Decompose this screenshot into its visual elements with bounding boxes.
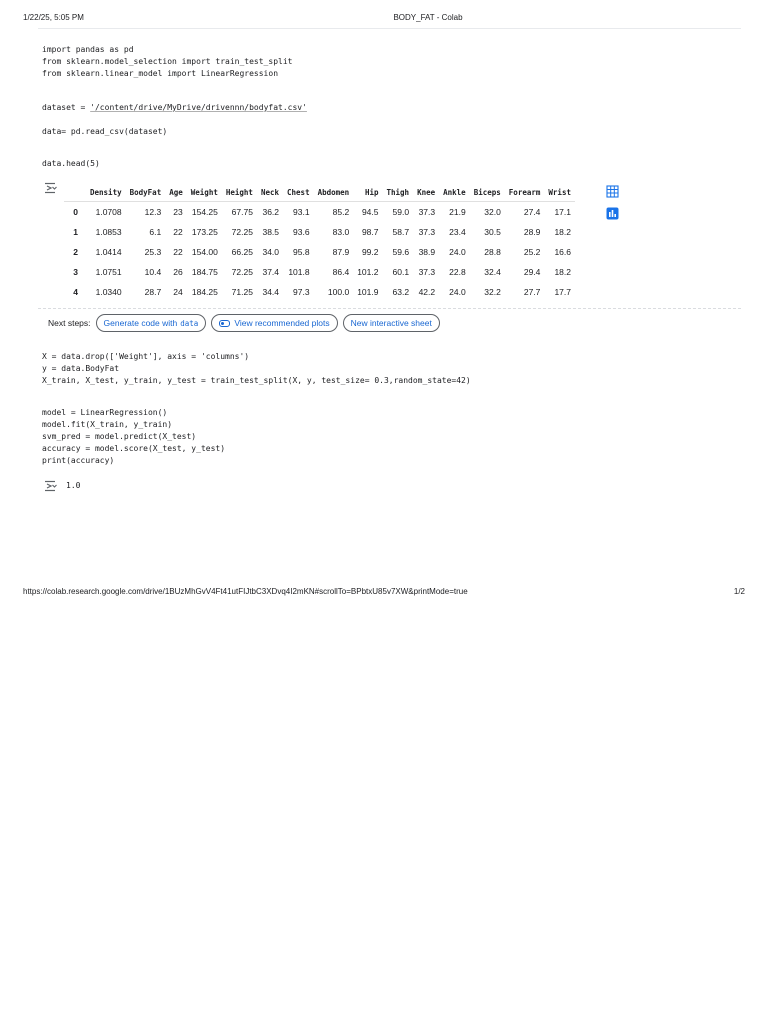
table-cell: 85.2 <box>332 207 350 217</box>
row-index: 1 <box>73 227 78 237</box>
row-index: 2 <box>73 247 78 257</box>
table-cell: 24 <box>173 287 183 297</box>
table-cell: 29.4 <box>523 267 541 277</box>
code-line: dataset = <box>42 103 91 112</box>
table-cell: 63.2 <box>392 287 410 297</box>
table-cell: 21.9 <box>449 207 466 217</box>
table-cell: 60.1 <box>392 267 410 277</box>
chart-suggest-icon[interactable] <box>606 207 619 220</box>
dataframe-table <box>64 183 575 302</box>
table-cell: 93.6 <box>293 227 310 237</box>
table-cell: 28.9 <box>523 227 541 237</box>
table-cell: 23.4 <box>449 227 466 237</box>
table-cell: 27.4 <box>523 207 541 217</box>
table-cell: 37.3 <box>418 227 436 237</box>
table-cell: 101.9 <box>357 287 379 297</box>
table-cell: 38.9 <box>418 247 436 257</box>
table-cell: 38.5 <box>262 227 280 237</box>
code-line: X_train, X_test, y_train, y_test = train_test_split(X, y, test_size= 0.3,random_state=42) <box>42 376 471 385</box>
code-line: svm_pred = model.predict(X_test) <box>42 432 197 441</box>
table-cell: 67.75 <box>231 207 253 217</box>
table-cell: 34.4 <box>262 287 280 297</box>
table-cell: 34.0 <box>262 247 280 257</box>
column-header: Abdomen <box>314 183 354 202</box>
table-cell: 25.2 <box>523 247 541 257</box>
code-line: print(accuracy) <box>42 456 115 465</box>
code-cell-dataset[interactable] <box>42 102 307 114</box>
table-cell: 42.2 <box>418 287 436 297</box>
table-row <box>64 222 575 242</box>
code-line: from sklearn.model_selection import train_test_split <box>42 57 293 66</box>
table-cell: 59.0 <box>392 207 410 217</box>
table-cell: 98.7 <box>361 227 379 237</box>
table-cell: 99.2 <box>361 247 379 257</box>
table-cell: 66.25 <box>231 247 253 257</box>
table-body <box>64 202 575 303</box>
table-cell: 72.25 <box>231 267 253 277</box>
column-header: BodyFat <box>126 183 166 202</box>
table-cell: 1.0414 <box>95 247 122 257</box>
table-cell: 184.75 <box>191 267 218 277</box>
table-cell: 24.0 <box>449 247 466 257</box>
code-line: y = data.BodyFat <box>42 364 120 373</box>
table-cell: 32.4 <box>484 267 501 277</box>
code-line: import pandas as pd <box>42 45 134 54</box>
dataset-path-string: '/content/drive/MyDrive/drivennn/bodyfat.csv' <box>90 103 307 112</box>
code-line: X = data.drop(['Weight'], axis = 'columns') <box>42 352 250 361</box>
table-header-row <box>64 183 575 202</box>
row-index: 0 <box>73 207 78 217</box>
table-cell: 26 <box>173 267 183 277</box>
print-datetime: 1/22/25, 5:05 PM <box>23 13 84 22</box>
table-cell: 93.1 <box>293 207 310 217</box>
page-number: 1/2 <box>733 587 745 596</box>
table-row <box>64 202 575 223</box>
column-header: Thigh <box>382 183 413 202</box>
index-header <box>64 183 86 202</box>
table-cell: 32.0 <box>484 207 501 217</box>
table-cell: 87.9 <box>332 247 350 257</box>
code-cell-split[interactable] <box>42 351 471 387</box>
code-line: accuracy = model.score(X_test, y_test) <box>42 444 226 453</box>
print-url: https://colab.research.google.com/drive/1BUzMhGvV4Ft41utFIJtbC3XDvq4I2mKN#scrollTo=BPbtxU85v7XW&printMode=true <box>23 587 468 596</box>
table-cell: 22.8 <box>449 267 466 277</box>
table-cell: 1.0751 <box>95 267 122 277</box>
table-cell: 154.00 <box>191 247 218 257</box>
table-cell: 17.1 <box>554 207 571 217</box>
code-line: data.head(5) <box>42 159 100 168</box>
column-header: Ankle <box>439 183 470 202</box>
output-toggle-icon[interactable] <box>44 182 58 194</box>
table-cell: 28.7 <box>144 287 162 297</box>
view-recommended-plots-button[interactable] <box>211 314 337 332</box>
column-header: Weight <box>187 183 222 202</box>
table-cell: 154.25 <box>191 207 218 217</box>
column-header: Hip <box>353 183 382 202</box>
table-cell: 95.8 <box>293 247 310 257</box>
table-cell: 72.25 <box>231 227 253 237</box>
next-steps-bar <box>48 314 445 332</box>
code-cell-read-csv[interactable] <box>42 126 167 138</box>
table-cell: 173.25 <box>191 227 218 237</box>
table-cell: 27.7 <box>523 287 541 297</box>
table-cell: 1.0853 <box>95 227 122 237</box>
table-cell: 32.2 <box>484 287 501 297</box>
column-header: Neck <box>257 183 283 202</box>
code-cell-head[interactable] <box>42 158 100 170</box>
table-view-icon[interactable] <box>606 185 619 198</box>
table-cell: 12.3 <box>144 207 162 217</box>
next-steps-label: Next steps: <box>48 318 91 328</box>
row-index: 4 <box>73 287 78 297</box>
column-header: Density <box>86 183 126 202</box>
header-divider <box>38 28 741 29</box>
view-plots-label: View recommended plots <box>234 318 330 328</box>
table-cell: 1.0340 <box>95 287 122 297</box>
row-index: 3 <box>73 267 78 277</box>
code-cell-imports[interactable] <box>42 44 292 80</box>
column-header: Forearm <box>505 183 545 202</box>
code-line: from sklearn.linear_model import LinearRegression <box>42 69 279 78</box>
table-cell: 94.5 <box>361 207 379 217</box>
table-cell: 101.8 <box>288 267 310 277</box>
generate-code-label: Generate code with <box>103 318 178 328</box>
table-cell: 101.2 <box>357 267 379 277</box>
table-cell: 17.7 <box>554 287 571 297</box>
column-header: Height <box>222 183 257 202</box>
table-cell: 6.1 <box>149 227 162 237</box>
table-cell: 37.3 <box>418 207 436 217</box>
print-title: BODY_FAT - Colab <box>393 13 463 22</box>
table-cell: 16.6 <box>554 247 571 257</box>
toggle-icon <box>219 320 230 327</box>
table-row <box>64 282 575 302</box>
table-cell: 83.0 <box>332 227 350 237</box>
code-line: model.fit(X_train, y_train) <box>42 420 173 429</box>
generate-code-variable: data <box>180 318 199 328</box>
column-header: Biceps <box>470 183 505 202</box>
column-header: Knee <box>413 183 439 202</box>
column-header: Wrist <box>544 183 575 202</box>
table-cell: 100.0 <box>327 287 350 297</box>
table-cell: 28.8 <box>484 247 501 257</box>
table-cell: 1.0708 <box>95 207 122 217</box>
table-cell: 58.7 <box>392 227 410 237</box>
table-cell: 37.3 <box>418 267 436 277</box>
table-cell: 22 <box>173 227 183 237</box>
table-cell: 97.3 <box>293 287 310 297</box>
table-cell: 23 <box>173 207 183 217</box>
output-toggle-icon[interactable] <box>44 480 58 492</box>
column-header: Age <box>165 183 187 202</box>
table-row <box>64 262 575 282</box>
table-cell: 37.4 <box>262 267 280 277</box>
output-divider <box>38 308 741 309</box>
table-cell: 10.4 <box>144 267 162 277</box>
table-cell: 184.25 <box>191 287 218 297</box>
table-cell: 71.25 <box>231 287 253 297</box>
accuracy-output: 1.0 <box>66 481 81 490</box>
new-sheet-label: New interactive sheet <box>350 318 432 328</box>
code-cell-model[interactable] <box>42 407 225 467</box>
print-header <box>0 13 768 25</box>
generate-code-button[interactable] <box>96 314 207 332</box>
table-row <box>64 242 575 262</box>
code-line: data= pd.read_csv(dataset) <box>42 127 168 136</box>
table-cell: 30.5 <box>484 227 501 237</box>
table-cell: 24.0 <box>449 287 466 297</box>
table-cell: 36.2 <box>262 207 280 217</box>
table-cell: 59.6 <box>392 247 410 257</box>
table-cell: 18.2 <box>554 227 571 237</box>
table-cell: 25.3 <box>144 247 162 257</box>
column-header: Chest <box>283 183 314 202</box>
code-line: model = LinearRegression() <box>42 408 168 417</box>
table-cell: 18.2 <box>554 267 571 277</box>
table-cell: 22 <box>173 247 183 257</box>
table-cell: 86.4 <box>332 267 350 277</box>
new-interactive-sheet-button[interactable] <box>343 314 440 332</box>
